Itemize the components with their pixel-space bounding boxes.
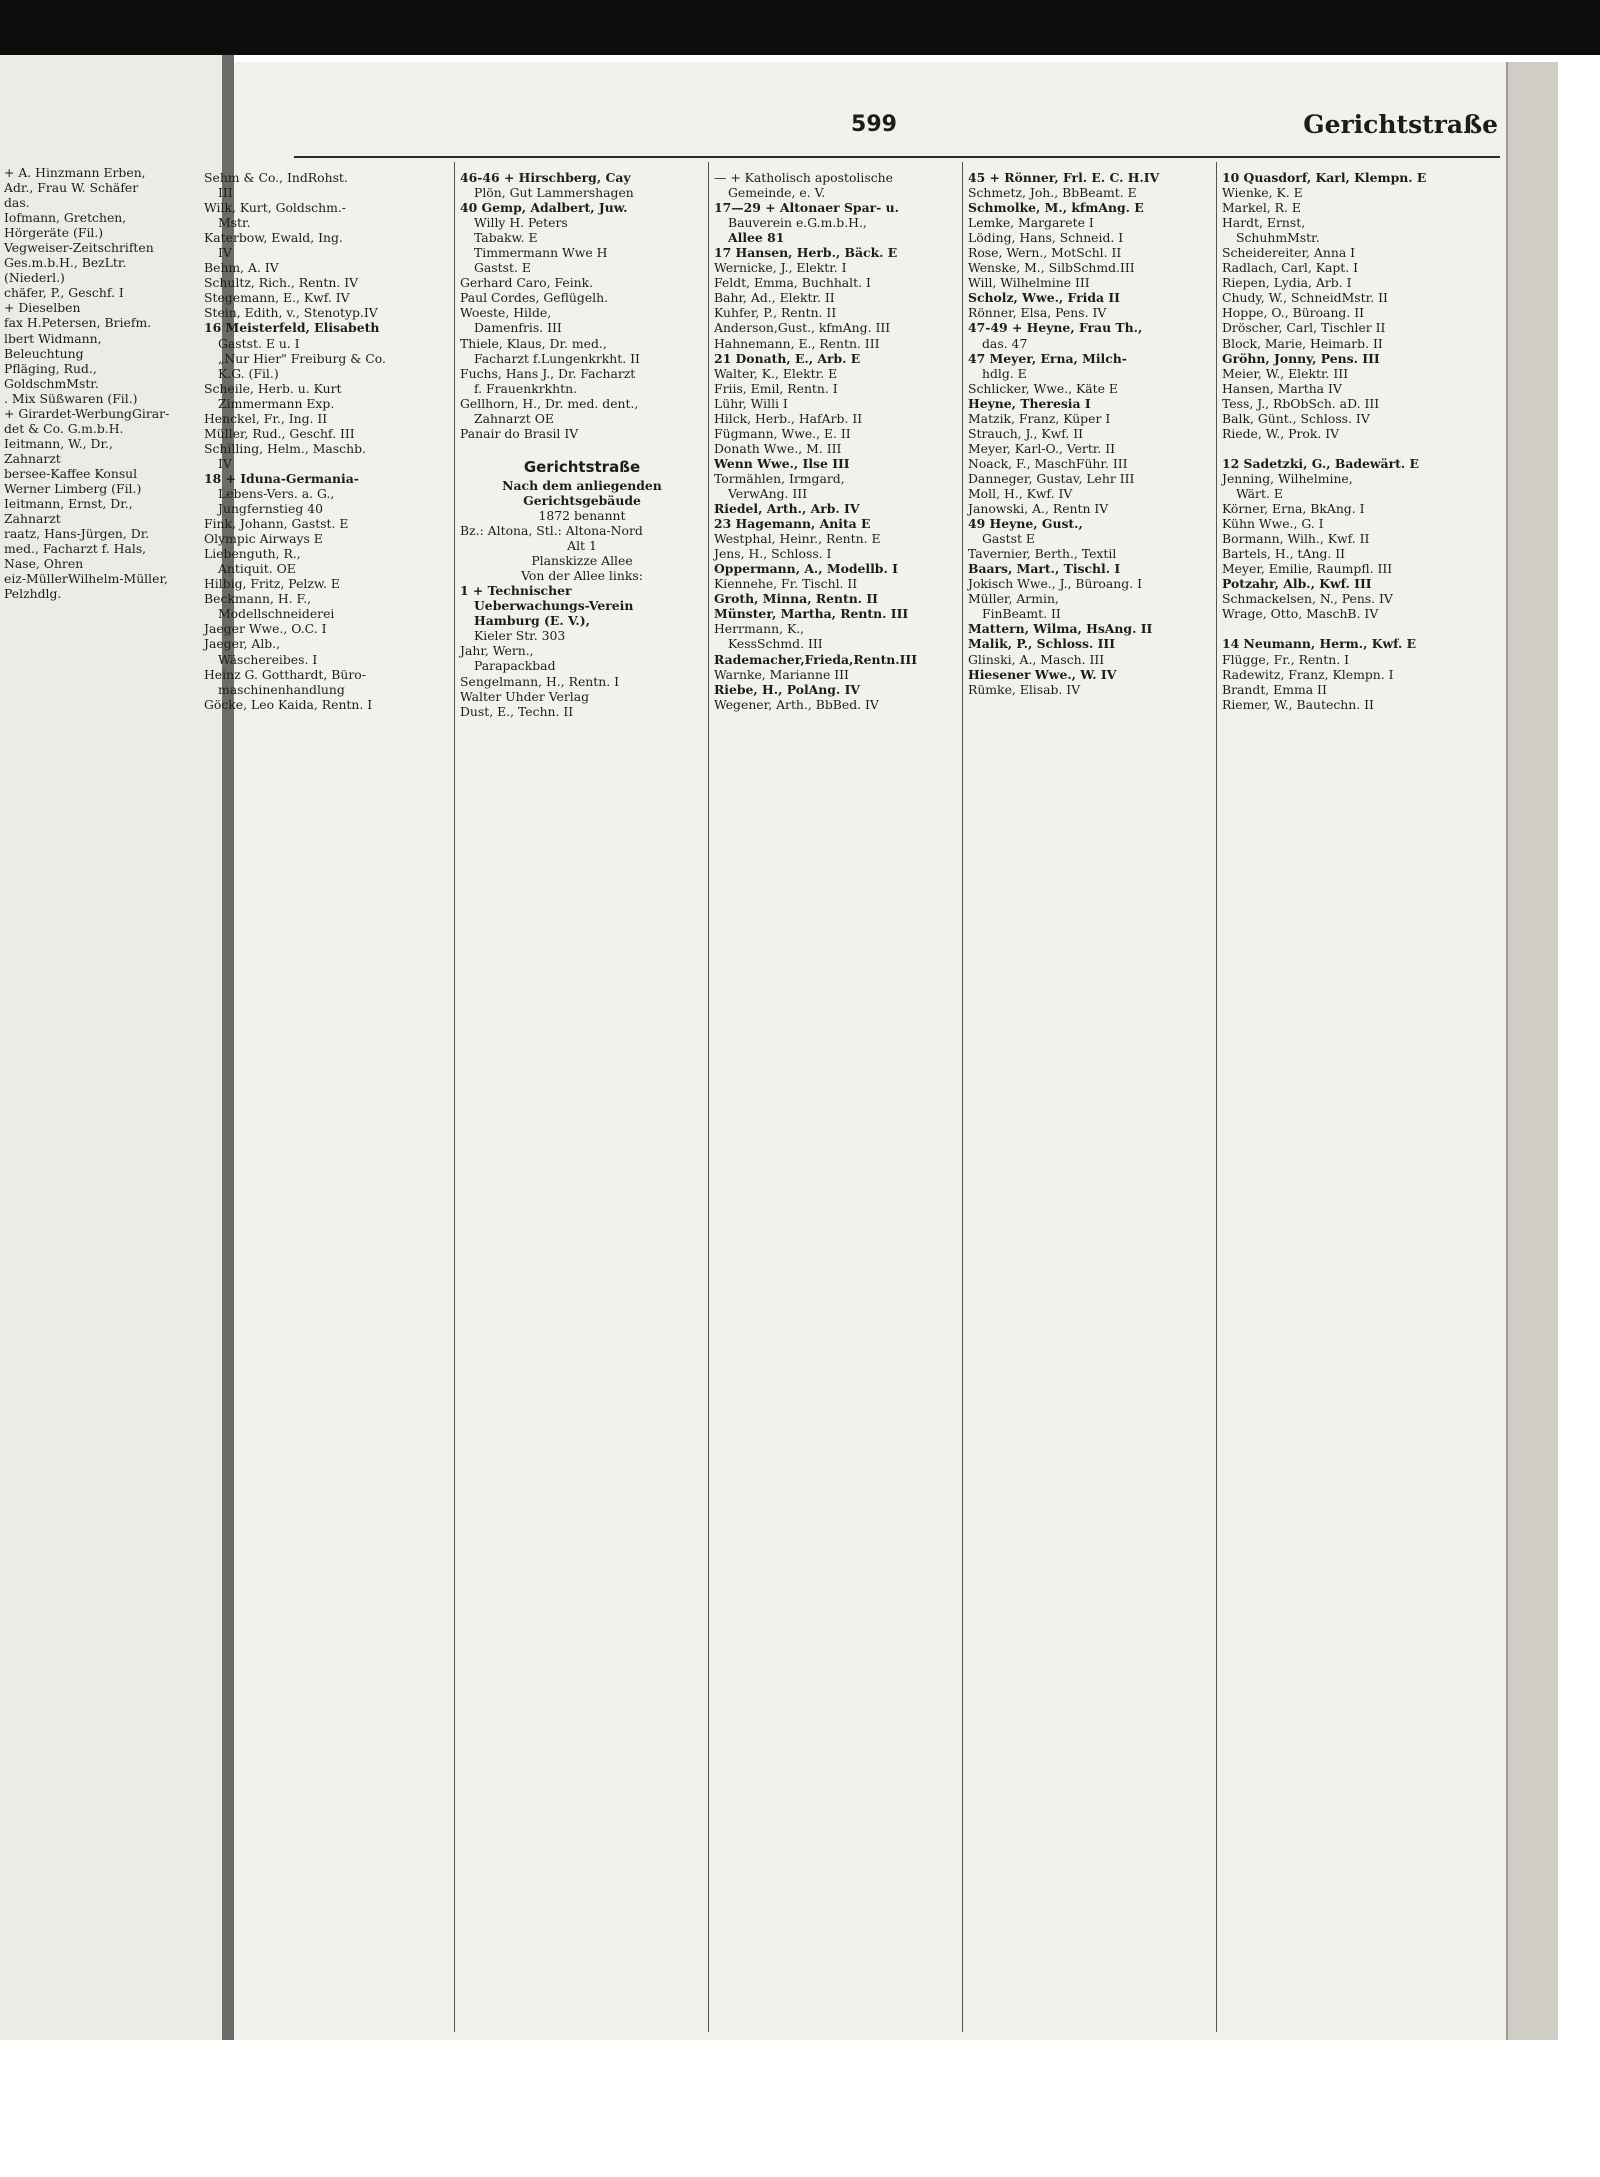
directory-entry-line: 17—29 + Altonaer Spar- u.	[714, 200, 899, 216]
directory-entry-line: Hilbig, Fritz, Pelzw. E	[204, 576, 340, 592]
column-divider	[962, 162, 963, 2032]
directory-entry-line: Jaeger Wwe., O.C. I	[204, 621, 327, 637]
directory-entry-line: Zimmermann Exp.	[218, 395, 335, 411]
directory-entry-line: 18 + Iduna-Germania-	[204, 470, 359, 486]
directory-entry-line: Tormählen, Irmgard,	[714, 470, 845, 486]
page-number: 599	[851, 112, 897, 137]
directory-entry-line	[1222, 621, 1492, 636]
directory-entry-line: Jokisch Wwe., J., Büroang. I	[968, 576, 1142, 592]
directory-entry-line: Modellschneiderei	[218, 606, 335, 622]
previous-page-line: raatz, Hans-Jürgen, Dr.	[4, 526, 150, 542]
directory-entry-line: KessSchmd. III	[728, 636, 823, 652]
previous-page-line: Hörgeräte (Fil.)	[4, 225, 104, 241]
directory-entry-line: Katerbow, Ewald, Ing.	[204, 230, 343, 246]
directory-entry-line: FinBeamt. II	[982, 606, 1061, 622]
directory-entry-line: Riepen, Lydia, Arb. I	[1222, 275, 1352, 291]
previous-page-line: Zahnarzt	[4, 511, 61, 527]
directory-entry-line: Wärt. E	[1236, 485, 1283, 501]
directory-entry-line: Janowski, A., Rentn IV	[968, 501, 1109, 517]
directory-entry-line: Woeste, Hilde,	[460, 305, 552, 321]
directory-entry-line: Matzik, Franz, Küper I	[968, 410, 1111, 426]
directory-entry-line: Block, Marie, Heimarb. II	[1222, 335, 1383, 351]
directory-entry-line: 21 Donath, E., Arb. E	[714, 350, 861, 366]
directory-entry-line: Jaeger, Alb.,	[204, 636, 281, 652]
directory-entry-line: Damenfris. III	[474, 320, 562, 336]
directory-entry-line: hdlg. E	[982, 365, 1027, 381]
directory-entry-line: Rönner, Elsa, Pens. IV	[968, 305, 1107, 321]
directory-entry-line: 12 Sadetzki, G., Badewärt. E	[1222, 455, 1419, 471]
directory-entry-line: 47-49 + Heyne, Frau Th.,	[968, 320, 1143, 336]
previous-page-line: lbert Widmann,	[4, 330, 102, 346]
running-head: Gerichtstraße	[1303, 110, 1498, 139]
directory-entry-line: Jahr, Wern.,	[460, 643, 534, 659]
directory-entry-line: Göcke, Leo Kaida, Rentn. I	[204, 696, 373, 712]
directory-entry-line: 45 + Rönner, Frl. E. C. H.IV	[968, 170, 1160, 185]
directory-entry-line: IV	[218, 455, 232, 471]
directory-entry-line: Wrage, Otto, MaschB. IV	[1222, 606, 1379, 622]
directory-entry-line: Behm, A. IV	[204, 260, 279, 276]
directory-entry-line	[460, 441, 704, 456]
directory-entry-line: Körner, Erna, BkAng. I	[1222, 501, 1365, 517]
directory-entry-line: Planskizze Allee	[531, 553, 633, 569]
directory-entry-line: Tabakw. E	[474, 230, 538, 246]
directory-entry-line: Warnke, Marianne III	[714, 666, 849, 682]
directory-entry-line: Bz.: Altona, Stl.: Altona-Nord	[460, 523, 643, 539]
directory-entry-line: Willy H. Peters	[474, 215, 568, 231]
directory-entry-line: Markel, R. E	[1222, 200, 1301, 216]
directory-entry-line: Jens, H., Schloss. I	[714, 546, 832, 562]
directory-entry-line: Noack, F., MaschFühr. III	[968, 455, 1128, 471]
directory-entry-line: Schultz, Rich., Rentn. IV	[204, 275, 359, 291]
page-stack-edge	[1506, 62, 1558, 2040]
directory-entry-line: Schmolke, M., kfmAng. E	[968, 200, 1144, 216]
directory-entry-line: Heyne, Theresia I	[968, 395, 1091, 411]
column-3	[714, 170, 958, 712]
directory-entry-line: Von der Allee links:	[521, 568, 643, 584]
directory-entry-line: Schmackelsen, N., Pens. IV	[1222, 591, 1393, 607]
directory-entry-line: Gastst E	[982, 531, 1035, 547]
directory-entry-line: Hahnemann, E., Rentn. III	[714, 335, 880, 351]
directory-entry-line: — + Katholisch apostolische	[714, 170, 893, 185]
directory-entry-line: Strauch, J., Kwf. II	[968, 425, 1084, 441]
directory-entry-line: Danneger, Gustav, Lehr III	[968, 470, 1135, 486]
directory-entry-line: Rose, Wern., MotSchl. II	[968, 245, 1122, 261]
directory-entry-line: Glinski, A., Masch. III	[968, 651, 1105, 667]
previous-page-line: chäfer, P., Geschf. I	[4, 285, 124, 301]
directory-entry-line: Moll, H., Kwf. IV	[968, 485, 1073, 501]
directory-entry-line: Wernicke, J., Elektr. I	[714, 260, 847, 276]
directory-entry-line: Heinz G. Gotthardt, Büro-	[204, 666, 366, 682]
directory-entry-line: Donath Wwe., M. III	[714, 440, 842, 456]
directory-entry-line: Meyer, Karl-O., Vertr. II	[968, 440, 1116, 456]
directory-entry-line: Dröscher, Carl, Tischler II	[1222, 320, 1386, 336]
directory-entry-line: Westphal, Heinr., Rentn. E	[714, 531, 881, 547]
directory-entry-line: Potzahr, Alb., Kwf. III	[1222, 576, 1372, 592]
directory-entry-line: IV	[218, 245, 232, 261]
directory-entry-line: Henckel, Fr., Ing. II	[204, 410, 328, 426]
directory-entry-line: Groth, Minna, Rentn. II	[714, 591, 878, 607]
directory-entry-line: Gastst. E	[474, 260, 531, 276]
directory-entry-line: Dust, E., Techn. II	[460, 703, 574, 719]
directory-entry-line: Balk, Günt., Schloss. IV	[1222, 410, 1370, 426]
directory-entry-line: Fügmann, Wwe., E. II	[714, 425, 851, 441]
previous-page-line: + Dieselben	[4, 300, 81, 316]
directory-entry-line: f. Frauenkrkhtn.	[474, 380, 578, 396]
previous-page-line: (Niederl.)	[4, 270, 65, 286]
directory-entry-line: Brandt, Emma II	[1222, 681, 1327, 697]
directory-entry-line: Müller, Armin,	[968, 591, 1059, 607]
previous-page-line: GoldschmMstr.	[4, 375, 99, 391]
directory-entry-line: Tess, J., RbObSch. aD. III	[1222, 395, 1380, 411]
directory-entry-line: Gerhard Caro, Feink.	[460, 275, 594, 291]
directory-entry-line: Jungfernstieg 40	[218, 501, 323, 517]
directory-entry-line: Radewitz, Franz, Klempn. I	[1222, 666, 1394, 682]
directory-entry-line: Oppermann, A., Modellb. I	[714, 561, 898, 577]
header-rule	[294, 156, 1500, 158]
directory-entry-line: Walter Uhder Verlag	[460, 688, 590, 704]
previous-page-line: Werner Limberg (Fil.)	[4, 480, 142, 496]
directory-entry-line: Bartels, H., tAng. II	[1222, 546, 1346, 562]
directory-entry-line: maschinenhandlung	[218, 681, 345, 697]
directory-entry-line: K.G. (Fil.)	[218, 365, 279, 381]
directory-entry-line: 10 Quasdorf, Karl, Klempn. E	[1222, 170, 1427, 185]
directory-entry-line: Fuchs, Hans J., Dr. Facharzt	[460, 365, 636, 381]
directory-entry-line: Müller, Rud., Geschf. III	[204, 425, 355, 441]
directory-entry-line: Gellhorn, H., Dr. med. dent.,	[460, 395, 639, 411]
column-4	[968, 170, 1212, 712]
directory-entry-line: Scholz, Wwe., Frida II	[968, 290, 1120, 306]
directory-entry-line: Kühn Wwe., G. I	[1222, 516, 1324, 532]
directory-entry-line: Baars, Mart., Tischl. I	[968, 561, 1121, 577]
directory-entry-line: Hoppe, O., Büroang. II	[1222, 305, 1365, 321]
directory-entry-line: Chudy, W., SchneidMstr. II	[1222, 290, 1388, 306]
previous-page-line: Beleuchtung	[4, 345, 84, 361]
directory-entry-line: Gastst. E u. I	[218, 335, 300, 351]
directory-entry-line: Malik, P., Schloss. III	[968, 636, 1116, 652]
directory-entry-line: Walter, K., Elektr. E	[714, 365, 838, 381]
directory-entry-line: Nach dem anliegenden	[502, 477, 662, 493]
directory-entry-line	[968, 697, 1212, 712]
column-divider	[454, 162, 455, 2032]
directory-entry-line: 17 Hansen, Herb., Bäck. E	[714, 245, 898, 261]
previous-page-line: Ieitmann, Ernst, Dr.,	[4, 496, 133, 512]
directory-entry-line: Lebens-Vers. a. G.,	[218, 485, 335, 501]
directory-entry-line: Antiquit. OE	[218, 561, 296, 577]
directory-entry-line: Gemeinde, e. V.	[728, 185, 826, 201]
directory-entry-line: Wegener, Arth., BbBed. IV	[714, 696, 879, 712]
directory-entry-line: Schmetz, Joh., BbBeamt. E	[968, 185, 1137, 201]
previous-page-line: + Girardet-WerbungGirar-	[4, 405, 170, 421]
directory-entry-line: Scheile, Herb. u. Kurt	[204, 380, 342, 396]
directory-entry-line: Zahnarzt OE	[474, 410, 554, 426]
directory-entry-line: Lühr, Willi I	[714, 395, 788, 411]
directory-entry-line: 16 Meisterfeld, Elisabeth	[204, 320, 380, 336]
directory-entry-line: 49 Heyne, Gust.,	[968, 516, 1083, 532]
directory-entry-line: Meier, W., Elektr. III	[1222, 365, 1349, 381]
scan-top-border	[0, 0, 1600, 55]
directory-entry-line: Scheidereiter, Anna I	[1222, 245, 1356, 261]
directory-entry-line: Liebenguth, R.,	[204, 546, 301, 562]
directory-entry-line: Wenske, M., SilbSchmd.III	[968, 260, 1135, 276]
directory-entry-line: Wenn Wwe., Ilse III	[714, 455, 850, 471]
directory-entry-line: Paul Cordes, Geflügelh.	[460, 290, 609, 306]
directory-entry-line: Kiennehe, Fr. Tischl. II	[714, 576, 858, 592]
directory-entry-line: VerwAng. III	[728, 485, 808, 501]
scan-bottom-margin	[0, 2040, 1600, 2177]
directory-entry-line: Bahr, Ad., Elektr. II	[714, 290, 835, 306]
street-heading: Gerichtstraße	[523, 457, 641, 476]
directory-entry-line: Hilck, Herb., HafArb. II	[714, 410, 863, 426]
directory-entry-line: III	[218, 185, 233, 201]
directory-entry-line: Gerichtsgebäude	[523, 492, 641, 508]
previous-page-line: Vegweiser-Zeitschriften	[4, 240, 154, 256]
directory-entry-line: Münster, Martha, Rentn. III	[714, 606, 909, 622]
directory-entry-line: Riebe, H., PolAng. IV	[714, 681, 860, 697]
previous-page-line: Zahnarzt	[4, 450, 61, 466]
directory-entry-line: 46-46 + Hirschberg, Cay	[460, 170, 631, 185]
previous-page-line: das.	[4, 195, 30, 211]
column-1	[204, 170, 452, 712]
directory-entry-line: Riemer, W., Bautechn. II	[1222, 696, 1374, 712]
directory-entry-line: Fink, Johann, Gastst. E	[204, 516, 349, 532]
directory-entry-line: 1872 benannt	[538, 507, 626, 523]
previous-page-line: + A. Hinzmann Erben,	[4, 165, 146, 180]
directory-entry-line: 23 Hagemann, Anita E	[714, 516, 871, 532]
directory-entry-line: Facharzt f.Lungenkrkht. II	[474, 350, 640, 366]
directory-entry-line: 1 + Technischer	[460, 583, 572, 599]
directory-entry-line: SchuhmMstr.	[1236, 230, 1320, 246]
directory-entry-line: Hansen, Martha IV	[1222, 380, 1342, 396]
previous-page-line: . Mix Süßwaren (Fil.)	[4, 390, 138, 406]
directory-entry-line: Mattern, Wilma, HsAng. II	[968, 621, 1153, 637]
directory-entry-line: Parapackbad	[474, 658, 556, 674]
directory-entry-line: 40 Gemp, Adalbert, Juw.	[460, 200, 628, 216]
directory-entry-line: Bauverein e.G.m.b.H.,	[728, 215, 867, 231]
column-2	[460, 170, 704, 719]
directory-entry-line: Riedel, Arth., Arb. IV	[714, 501, 860, 517]
directory-entry-line: Hamburg (E. V.),	[474, 613, 590, 629]
directory-entry-line: 47 Meyer, Erna, Milch-	[968, 350, 1127, 366]
directory-entry-line: Hiesener Wwe., W. IV	[968, 666, 1117, 682]
directory-entry-line: Wienke, K. E	[1222, 185, 1303, 201]
directory-entry-line	[1222, 441, 1492, 456]
previous-page-line: eiz-MüllerWilhelm-Müller,	[4, 571, 168, 587]
previous-page-edge	[0, 55, 225, 2040]
previous-page-line: Ges.m.b.H., BezLtr.	[4, 255, 127, 271]
directory-entry-line: Panair do Brasil IV	[460, 425, 579, 441]
directory-entry-line: das. 47	[982, 335, 1028, 351]
directory-entry-line: Kuhfer, P., Rentn. II	[714, 305, 837, 321]
previous-page-column	[4, 165, 218, 601]
directory-entry-line: Lemke, Margarete I	[968, 215, 1094, 231]
directory-entry-line: Friis, Emil, Rentn. I	[714, 380, 838, 396]
directory-entry-line: Anderson,Gust., kfmAng. III	[714, 320, 891, 336]
directory-entry-line: Ueberwachungs-Verein	[474, 598, 634, 614]
previous-page-line: fax H.Petersen, Briefm.	[4, 315, 152, 331]
directory-entry-line: Löding, Hans, Schneid. I	[968, 230, 1124, 246]
column-divider	[708, 162, 709, 2032]
directory-entry-line: Feldt, Emma, Buchhalt. I	[714, 275, 871, 291]
directory-entry-line: Tavernier, Berth., Textil	[968, 546, 1117, 562]
directory-entry-line: „Nur Hier" Freiburg & Co.	[218, 350, 386, 366]
directory-entry-line: Hardt, Ernst,	[1222, 215, 1306, 231]
directory-entry-line: Plön, Gut Lammershagen	[474, 185, 634, 201]
directory-entry-line: Bormann, Wilh., Kwf. II	[1222, 531, 1370, 547]
directory-entry-line: 14 Neumann, Herm., Kwf. E	[1222, 636, 1417, 652]
directory-entry-line: Schlicker, Wwe., Käte E	[968, 380, 1118, 396]
previous-page-line: Pfläging, Rud.,	[4, 360, 97, 376]
previous-page-line: bersee-Kaffee Konsul	[4, 465, 138, 481]
directory-entry-line: Wäschereibes. I	[218, 651, 318, 667]
previous-page-line: Ieitmann, W., Dr.,	[4, 435, 113, 451]
directory-entry-line: Allee 81	[728, 230, 785, 246]
directory-entry-line: Kieler Str. 303	[474, 628, 566, 644]
directory-entry-line: Gröhn, Jonny, Pens. III	[1222, 350, 1380, 366]
directory-entry-line: Stein, Edith, v., Stenotyp.IV	[204, 305, 378, 321]
directory-entry-line: Alt 1	[567, 538, 597, 554]
directory-entry-line: Rümke, Elisab. IV	[968, 681, 1081, 697]
directory-entry-line: Schilling, Helm., Maschb.	[204, 440, 366, 456]
directory-page	[204, 62, 1506, 2040]
directory-entry-line: Mstr.	[218, 215, 251, 231]
directory-entry-line: Olympic Airways E	[204, 531, 323, 547]
directory-entry-line: Beckmann, H. F.,	[204, 591, 312, 607]
directory-entry-line: Jenning, Wilhelmine,	[1222, 470, 1353, 486]
directory-entry-line: Stegemann, E., Kwf. IV	[204, 290, 350, 306]
directory-entry-line: Timmermann Wwe H	[474, 245, 608, 261]
directory-entry-line: Radlach, Carl, Kapt. I	[1222, 260, 1359, 276]
column-5	[1222, 170, 1492, 712]
directory-entry-line: Herrmann, K.,	[714, 621, 805, 637]
previous-page-line: Nase, Ohren	[4, 556, 84, 572]
directory-entry-line: Wilk, Kurt, Goldschm.-	[204, 200, 346, 216]
directory-entry-line: Meyer, Emilie, Raumpfl. III	[1222, 561, 1393, 577]
directory-entry-line: Sengelmann, H., Rentn. I	[460, 673, 619, 689]
previous-page-line: det & Co. G.m.b.H.	[4, 420, 124, 436]
directory-entry-line: Rademacher,Frieda,Rentn.III	[714, 651, 917, 667]
previous-page-line: med., Facharzt f. Hals,	[4, 541, 147, 557]
directory-entry-line: Sehm & Co., IndRohst.	[204, 170, 348, 185]
previous-page-line: Adr., Frau W. Schäfer	[4, 180, 139, 196]
column-divider	[1216, 162, 1217, 2032]
directory-entry-line: Will, Wilhelmine III	[968, 275, 1090, 291]
previous-page-line: Iofmann, Gretchen,	[4, 210, 127, 226]
directory-entry-line: Thiele, Klaus, Dr. med.,	[460, 335, 607, 351]
directory-entry-line: Riede, W., Prok. IV	[1222, 425, 1340, 441]
previous-page-line: Pelzhdlg.	[4, 586, 62, 602]
directory-entry-line: Flügge, Fr., Rentn. I	[1222, 651, 1349, 667]
